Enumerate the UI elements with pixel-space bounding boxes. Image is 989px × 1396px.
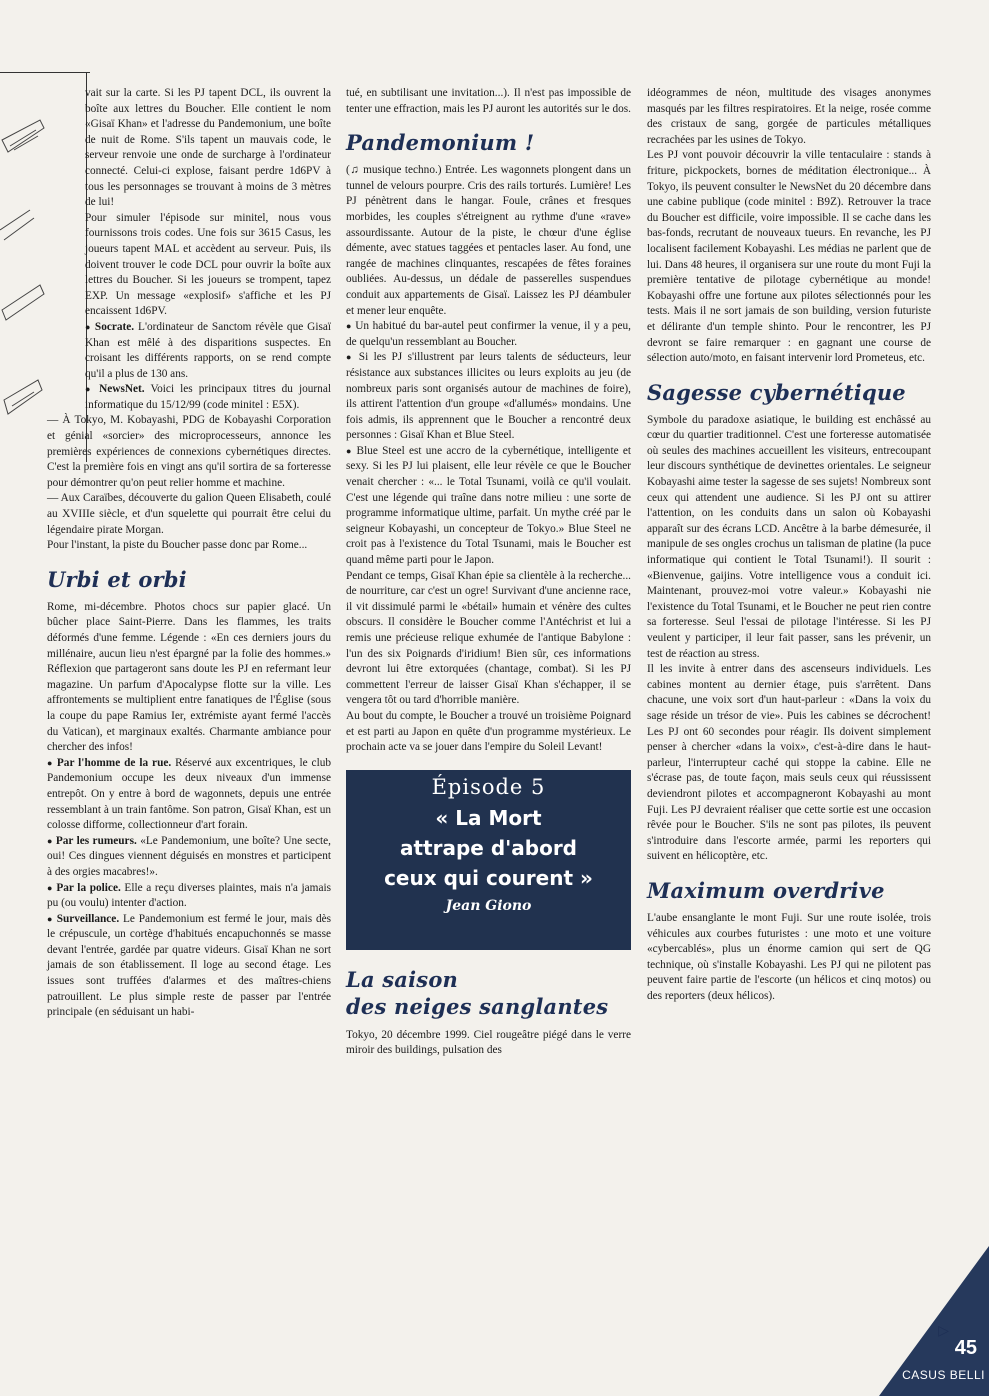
- episode-author: Jean Giono: [445, 898, 532, 915]
- bullet-text: Réservé aux excentriques, le club Pandemonium occupe les deux niveaux d'un immense entrepôt. On y entre à bord de wagonnets, depuis une entrée ressemblant à un train fantôme. Son patron, Gisaï Khan, est un colosse difforme, collectionneur d'art forain.: [47, 756, 332, 832]
- episode-title-line: attrape d'abord: [400, 836, 577, 861]
- paragraph: (♫ musique techno.) Entrée. Les wagonnets plongent dans un tunnel de velours pourpre. Cris des rails torturés. Lumière! Les PJ pénètrent dans le hangar. Foule, crânes et fresques morbides, les couples s'étreignent au rythme d'une «rave» assourdissante. Autour de la piste, le chœur d'une église démente, avec statues taggées et pentacles laser. Au fond, une rangée de machines clinquantes, rescapées de fêtes foraines oubliées. Au-dessus, un dédale de passerelles suspendues conduit aux appartements de Gisaï. Laissez les PJ déambuler et mener leur enquête.: [346, 164, 631, 317]
- bullet-paragraph: [47, 834, 331, 881]
- bullet-label: ● Surveillance.: [47, 913, 119, 925]
- paragraph: Les PJ vont pouvoir découvrir la ville tentaculaire : stands à friture, pickpockets, bornes de méditation électronique... À Tokyo, ils peuvent consulter le NewsNet du 20 décembre dans une cabine publique (code minitel : B9Z). Retrouver la trace du Boucher est difficile, voire impossible. Il se cache dans les bas-fonds, recrutant de nouveaux tueurs. En revanche, les PJ localisent facilement Kobayashi. Les médias ne parlent que de lui. Dans 48 heures, il organisera sur une route du mont Fuji la première tentative de pilotage cybernétique au monde! Kobayashi offre une fortune aux pilotes sélectionnés pour les tests. Mais il ne sort jamais de son building, version futuriste et délirante d'un temple shinto. Pour le rencontrer, les PJ devront se faire remarquer : en gagnant une course de sélection auto/moto, en faisant intervenir lord Prometeus, etc.: [647, 149, 931, 365]
- episode-number: Épisode 5: [431, 774, 546, 799]
- column-2: [346, 86, 631, 1059]
- bullet-text: L'ordinateur de Sanctom révèle que Gisaï Khan est mêlé à des disparitions suspectes. En croisant les différents rapports, on se rend compte qu'il a plus de 130 ans.: [85, 320, 332, 380]
- episode-box: [346, 770, 631, 950]
- paragraph: Tokyo, 20 décembre 1999. Ciel rougeâtre piégé dans le verre miroir des buildings, pulsation des: [346, 1028, 631, 1057]
- bullet-paragraph: [85, 320, 331, 382]
- bullet-paragraph: [85, 382, 331, 413]
- column-1: [47, 86, 331, 1021]
- paragraph: Pendant ce temps, Gisaï Khan épie sa clientèle à la recherche... de nourriture, car c'est un ogre! Survivant d'une ancienne race, il vit dissimulé parmi le «bétail» humain et vénère des cultes obscurs. Il considère le Boucher comme l'Antéchrist et lui a remis une précieuse relique exhumée de l'antique Babylone : l'un des six Poignards d'iridium! Bien sûr, ces informations devront lui être extorquées (chantage, combat). Si les PJ commettent l'erreur de laisser Gisaï Khan s'échapper, il se vengera tôt ou tard d'horrible manière.: [346, 569, 631, 707]
- paragraph: Il les invite à entrer dans des ascenseurs individuels. Les cabines montent au dernier étage, puis s'arrêtent. Dans chacune, une voix sort d'un haut-parleur : «Dans la voix du sage réside un trésor de vie». Puis les cabines se décrochent! Les PJ ont 60 secondes pour réagir. Ils doivent simplement penser à chercher «dans la voix», c'est-à-dire dans le haut-parleur, l'interrupteur caché qui stoppe la cabine. Elle ne s'écrase pas, de toute façon, mais seuls ceux qui réussissent deviendront pilotes et accompagneront Kobayashi au mont Fuji. Les PJ devraient réaliser que cette sortie est une occasion rêvée pour le Boucher. S'ils ne sont pas pilotes, ils peuvent s'introduire dans l'escorte armée, parmi les reporters qui suivent en hélicoptère, etc.: [647, 663, 931, 863]
- bullet-paragraph: ● Blue Steel est une accro de la cybernétique, intelligente et sexy. Si les PJ lui plaisent, elle leur révèle ce que le Boucher venait chercher : «... le Total Tsunami, voilà ce qu'il voulait. C'est une légende qui traîne dans notre milieu : une sorte de programme informatique ultime, parfait. Un mythe créé par le seigneur Kobayashi, un concepteur de Tokyo.» Blue Steel ne croit pas à l'existence du Total Tsunami, mais le Boucher est quand même parti pour le Japon.: [346, 444, 631, 569]
- decorative-sketch: [0, 80, 50, 440]
- bullet-label: ● NewsNet.: [85, 383, 145, 395]
- section-heading: [346, 966, 631, 1020]
- bullet-text: Le Pandemonium est fermé le jour, mais dès le crépuscule, un cortège d'habitués encapuchonnés se masse devant l'entrée, gardée par quatre videurs. Gisaï Khan ne sort jamais de son établissement. Il loge au second étage. Les issues sont truffées d'alarmes et des maîtres-chiens patrouillent. Le plus simple reste de passer par l'entrée principale (en séduisant un habi-: [47, 912, 331, 1019]
- bullet-paragraph: [47, 881, 331, 912]
- paragraph: vait sur la carte. Si les PJ tapent DCL, ils ouvrent la boîte aux lettres du Boucher. Elle contient le nom «Gisaï Khan» et l'adresse du Pandemonium, une boîte de nuit de Rome. S'ils tapent un mauvais code, le serveur renvoie une onde de surcharge à l'ordinateur connecté. Celui-ci explose, faisant perdre 1d6PV à tous les personnages se trouvant à moins de 3 mètres de lui!: [85, 87, 331, 209]
- bullet-paragraph: ● Un habitué du bar-autel peut confirmer la venue, il y a peu, de quelqu'un ressemblant au Boucher.: [346, 319, 631, 350]
- bullet-text: Voici les principaux titres du journal informatique du 15/12/99 (code minitel : E5X).: [85, 383, 331, 411]
- section-heading: Urbi et orbi: [47, 566, 187, 592]
- bullet-paragraph: ● Si les PJ s'illustrent par leurs talents de séducteurs, leur résistance aux substances illicites ou leurs exploits au jeu (de nombreux paris sont organisés autour de machines de foire), ils attirent l'attention d'un groupe «d'allumés» mondains. Une fois admis, ils apprennent que le Boucher a rencontré deux personnes : Gisaï Khan et Blue Steel.: [346, 350, 631, 444]
- paragraph: Pour l'instant, la piste du Boucher passe donc par Rome...: [47, 539, 308, 552]
- page-number: 45: [954, 1337, 977, 1359]
- bullet-label: ● Par l'homme de la rue.: [47, 757, 171, 769]
- next-page-arrow-icon: ▷: [938, 1324, 949, 1339]
- column-3: [647, 86, 931, 1004]
- episode-title-line: « La Mort: [435, 806, 542, 831]
- paragraph: Symbole du paradoxe asiatique, le building est enchâssé au cœur du quartier traditionnel. C'est une forteresse automatisée où seules des machines accueillent les visiteurs, entrecoupant leur discours synthétique de devinettes orientales. Le seigneur Kobayashi aime tester la sagesse de ses sujets! Nombreux sont ceux qui attendent une audience. Si les PJ ont su attirer l'attention, on les conduits dans un salon où Kobayashi apparaît sur des écrans LCD. Ancêtre à la barbe démesurée, il manipule de ses ongles crochus un talisman de platine (la puce informatique qui contient le Total Tsunami!). Il sourit : «Bienvenue, gaijins. Votre intelligence vous a conduit ici. Maintenant, prouvez-moi votre valeur.» Kobayashi nie l'existence du Total Tsunami, et le Boucher ne peut rien contre sa forteresse. Seul l'essai de pilotage l'intéresse. Si les PJ veulent y participer, il leur fait passer, sans les prévenir, un test de réaction au stress.: [647, 413, 931, 660]
- paragraph: L'aube ensanglante le mont Fuji. Sur une route isolée, trois véhicules aux courbes futuristes : une moto et une voiture «cybercablés», plus un énorme camion qui sert de QG technique, où s'installe Kobayashi. Les PJ qui ne pilotent pas peuvent faire partie de l'escorte (un hélicos et cinq motos) ou des reporters (deux hélicos).: [647, 911, 931, 1002]
- section-heading: Sagesse cybernétique: [647, 379, 906, 405]
- section-heading: Maximum overdrive: [647, 877, 885, 903]
- bullet-paragraph: [47, 912, 331, 1021]
- news-item: — Aux Caraïbes, découverte du galion Queen Elisabeth, coulé au XVIIIe siècle, et d'un squelette qui pourrait être celui du légendaire pirate Morgan.: [47, 492, 331, 536]
- bullet-label: ● Par les rumeurs.: [47, 835, 137, 847]
- paragraph: Au bout du compte, le Boucher a trouvé un troisième Poignard et est parti au Japon en quête d'un programme mystérieux. Le prochain acte va se jouer dans l'empire du Soleil Levant!: [346, 709, 631, 754]
- magazine-name: CASUS BELLI: [902, 1368, 985, 1382]
- frame-line: [0, 72, 90, 73]
- news-item: — À Tokyo, M. Kobayashi, PDG de Kobayashi Corporation et génial «sorcier» des microprocesseurs, annonce les premières expériences de connexions cybernétiques directes. C'est la première fois en vingt ans qu'il sortira de sa forteresse pour démontrer qu'on peut relier homme et machine.: [47, 414, 331, 489]
- paragraph: idéogrammes de néon, multitude des visages anonymes masqués par les filtres respiratoires. Et la neige, rosée comme des cristaux de sang, gorgée de particules métalliques recrachées par les usines de Tokyo.: [647, 87, 931, 146]
- bullet-label: ● Socrate.: [85, 321, 134, 333]
- paragraph: Rome, mi-décembre. Photos chocs sur papier glacé. Un bûcher place Saint-Pierre. Dans les flammes, les traits déformés d'une femme. Légende : «En ces derniers jours du millénaire, aucun lieu n'est épargné par la folie des hommes.» Réflexion que partageront sans doute les PJ en refermant leur magazine. Un parfum d'Apocalypse flotte sur la ville. Les affrontements se multiplient entre fanatiques de l'Église (sous la coupe du pape Ramius Ier, extrémiste ayant fermé l'accès du Vatican), et marginaux exaltés. Charmante ambiance pour chercher des infos!: [47, 600, 331, 754]
- indented-block: [47, 86, 331, 413]
- heading-line: des neiges sanglantes: [346, 993, 609, 1019]
- heading-line: La saison: [346, 966, 458, 992]
- episode-title: [346, 803, 631, 893]
- bullet-text: Elle a reçu diverses plaintes, mais n'a jamais pu (ou voulu) intenter d'action.: [47, 881, 332, 910]
- section-heading: Pandemonium !: [346, 130, 535, 156]
- episode-title-line: ceux qui courent »: [384, 866, 593, 891]
- bullet-paragraph: [47, 756, 331, 834]
- paragraph: tué, en subtilisant une invitation...). Il n'est pas impossible de tenter une effraction, mais les PJ auront les autorités sur le dos.: [346, 87, 631, 115]
- paragraph: Pour simuler l'épisode sur minitel, nous vous fournissons trois codes. Une fois sur 3615 Casus, les joueurs tapent MAL et accèdent au serveur. Puis, ils doivent trouver le code DCL pour ouvrir la boîte aux lettres du Boucher. Si les joueurs se trompent, tapez EXP. Un message «explosif» s'affiche et les PJ encaissent 1d6PV.: [85, 211, 331, 318]
- bullet-text: «Le Pandemonium, une boîte? Une secte, oui! Ces dingues viennent déguisés en monstres et participent à des orgies macabres!».: [47, 834, 331, 878]
- bullet-label: ● Par la police.: [47, 882, 121, 894]
